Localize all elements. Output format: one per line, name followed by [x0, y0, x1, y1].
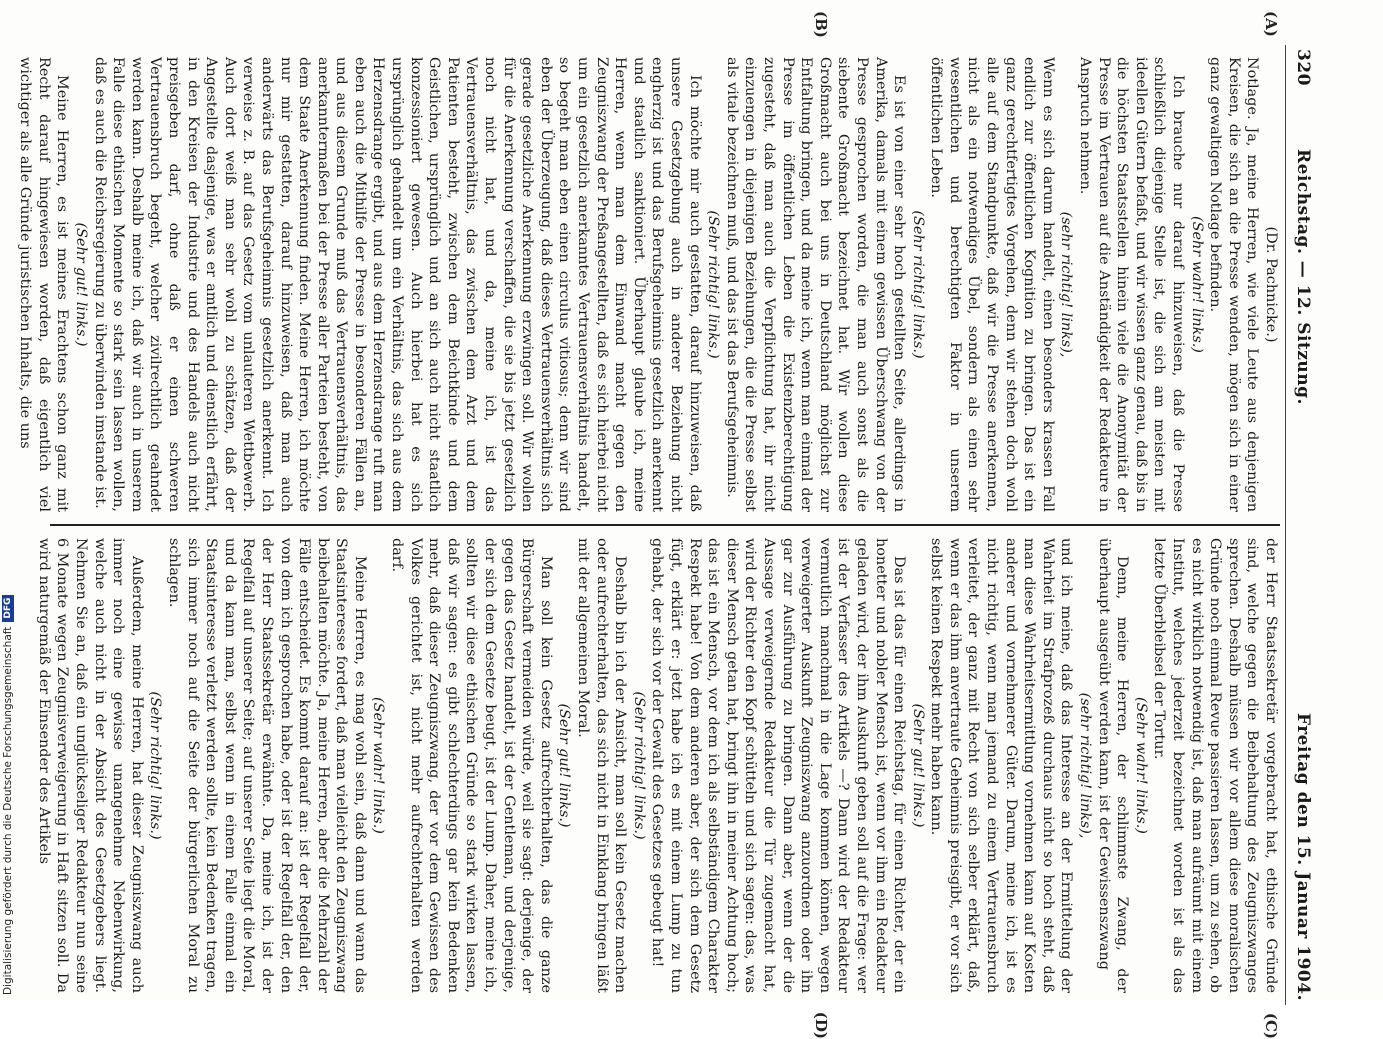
paragraph: Ich möchte mir auch gestatten, darauf hinzuweisen, daß unsere Gesetzgebung auch in anderer Beziehung nicht engherzig ist und das Berufsgeheimnis gesetzlich anerkennt und staatlich sanktioniert. Überhaupt glaube ich, meine Herren, wenn man dem Einwand macht gegen den Zeugniszwang der Preßangestellten, daß es sich hierbei nicht um ein gesetzlich anerkanntes Vertrauensverhältnis handelt, so begeht man eben einen circulus vitiosus; denn wir sind eben der Überzeugung, daß dieses Vertrauensverhältnis sich gerade gesetzliche Anerkennung erzwingen soll. Wir wollen für die Anerkennung verschaffen, die sie bis jetzt gesetzlich noch nicht hat, und da, meine ich, ist das Vertrauensverhältnis, das zwischen dem Arzt und dem Patienten besteht, zwischen dem Beichtkinde und dem Geistlichen, ursprünglich und an sich auch nicht staatlich konzessioniert gewesen. Auch hierbei hat es sich ursprünglich gehandelt um ein Verhältnis, das sich aus dem Herzensdrange ergibt, und aus dem Herzensdrange ruft man eben auch die Mithilfe der Presse in besonderen Fällen an, und aus diesem Grunde muß das Vertrauensverhältnis, das anerkanntermaßen bei der Presse aller Parteien besteht, von dem Staate Anerkennung finden. Meine Herren, ich möchte nur mir gestatten, darauf hinzuweisen, daß man auch anderwärts das Berufsgeheimnis gesetzlich anerkennt. Ich verweise z. B. auf das Gesetz vom unlauteren Wettbewerb. Auch dort weiß man sehr wohl zu schätzen, daß der Angestellte dasjenige, was er amtlich und dienstlich erfährt, in den Kreisen der Industrie und des Handels auch nicht preisgeben darf, ohne daß er einen schweren Vertrauensbruch begeht, welcher zivilrechtlich geahndet werden kann. Deshalb meine ich, daß wir auch in unserem Falle diese ethischen Momente so stark sein lassen wollen, daß es auch die Reichsregierung zu überwinden imstande ist.: [91, 57, 703, 512]
paragraph: Meine Herren, es ist meines Erachtens schon ganz mit Recht darauf hingewiesen worden, daß eigentlich viel wichtiger als alle Gründe juristischen Inhalts, die uns: [17, 57, 71, 512]
interjection: (Sehr wahr! links.): [1188, 216, 1205, 353]
credit-text: Digitalisierung gefördert durch die Deutsche Forschungsgemeinschaft: [2, 626, 14, 995]
digitization-credit: [2, 595, 14, 995]
rotated-page-content: [17, 11, 1320, 1039]
paragraph: und ich meine, daß das Interesse an der Ermittelung der Wahrheit im Strafprozeß durchaus nicht so hoch steht, daß man diese Wahrheitsermittlung vornehmen kann auf Kosten anderer und vornehmerer Güter. Darum, meine ich, ist es nicht richtig, wenn man jemand zu einem Vertrauensbruch verleitet, der ganz mit Recht von sich selber erklärt, daß, wenn er das ihm anvertraute Geheimnis preisgibt, er vor sich selbst keinen Respekt mehr haben kann.: [928, 538, 1075, 993]
page-date: Freitag den 15. Januar 1904.: [1293, 712, 1313, 1001]
interjection: (Sehr richtig! links.): [705, 210, 722, 359]
dfg-logo: DFG: [2, 595, 14, 622]
margin-marker-b: (B): [812, 11, 830, 38]
paragraph: Man soll kein Gesetz aufrechterhalten, das die ganze Bürgerschaft vermeiden würde, weil sie sagt: derjenige, der gegen das Gesetz handelt, ist der Gentleman, und derjenige, der sich dem Gesetze beugt, ist der Lump. Daher, meine ich, sollten wir diese ethischen Gründe so stark wirken lassen, daß wir sagen: es gibt schlechterdings gar kein Bedenken mehr, daß dieser Zeugniszwang, der vor dem Gewissen des Volkes gerichtet ist, nicht mehr aufrechterhalten werden darf.: [389, 538, 554, 993]
margin-marker-a: (A): [1262, 11, 1280, 37]
interjection: (Sehr gut! links.): [556, 703, 573, 828]
interjection: (Sehr richtig! links.): [630, 691, 647, 840]
interjection: (Sehr wahr! links.): [1132, 697, 1149, 834]
right-column: [35, 526, 1280, 1039]
interjection: (Sehr gut! links.): [73, 222, 89, 347]
page-number: 320: [1293, 49, 1313, 86]
paragraph: Deshalb bin ich der Ansicht, man soll kein Gesetz machen oder aufrechterhalten, das sich nicht in Einklang bringen läßt mit der allgemeinen Moral.: [575, 538, 629, 993]
interjection: (Sehr gut! links.): [909, 703, 926, 828]
interjection: (Sehr richtig! links.): [147, 691, 164, 840]
page-header: [1285, 45, 1320, 1005]
page-title: Reichstag. — 12. Sitzung.: [1293, 149, 1313, 405]
paragraph: Es ist von einer sehr hoch gestellten Seite, allerdings in Amerika, damals mit einem gewissen Überschwang von der Presse gesprochen worden, die man auch sonst als die siebente Großmacht bezeichnet hat. Wir wollen diese Großmacht auch bei uns in Deutschland möglichst zur Entfaltung bringen, und da meine ich, wenn man einmal der Presse im öffentlichen Leben die Existenzberechtigung zugesteht, daß man auch die Verpflichtung hat, ihr nicht einzuengen in diejenigen Beziehungen, die die Presse selbst als vitale bezeichnen muß, und das ist das Berufsgeheimnis.: [723, 57, 908, 512]
text-columns: [17, 11, 1280, 1039]
paragraph: Außerdem, meine Herren, hat dieser Zeugniszwang auch immer noch eine gewisse unangenehme Nebenwirkung, welche auch nicht in der Absicht des Gesetzgebers liegt. Nehmen Sie an, daß ein unglückseliger Redakteur nun seine 6 Monate wegen Zeugnisverweigerung in Haft sitzen soll. Da wird naturgemäß der Einsender des Artikels: [35, 538, 145, 993]
interjection: (sehr richtig! links),: [1077, 692, 1094, 839]
paragraph: Das ist das für einen Reichstag, für einen Richter, der ein honetter und nobler Mensch ist, wenn vor ihm ein Redakteur geladen wird, der ihm Auskunft geben soll auf die Frage: wer ist der Verfasser des Artikels —? Dann wird der Redakteur vermutlich manchmal in die Lage kommen können, wegen verweigerter Auskunft Zeugniszwang anzuordnen oder ihn gar zur Ausführung zu bringen. Dann aber, wenn der die Aussage verweigernde Redakteur die Tür zugemacht hat, wird der Richter den Kopf schütteln und sich sagen: das, was dieser Mensch getan hat, bringt ihn in meiner Achtung hoch; das ist ein Mensch, vor dem ich als selbständigem Charakter Respekt habe! Von dem anderen aber, der sich dem Gesetz fügt, erklärt er: jetzt habe ich es mit einem Lump zu tun gehabt, der sich vor der Gewalt des Gesetzes gebeugt hat!: [649, 538, 908, 993]
interjection: (Sehr wahr! links.): [370, 697, 387, 834]
interjection: (sehr richtig! links),: [1058, 211, 1075, 358]
paragraph: Notlage. Ja, meine Herren, wie viele Leute aus denjenigen Kreisen, die sich an die Presse wenden, mögen sich in einer ganz gewaltigen Notlage befinden.: [1207, 57, 1261, 512]
paragraph: Denn, meine Herren, der schlimmste Zwang, der überhaupt ausgeübt werden kann, ist der Gewissenszwang: [1095, 538, 1131, 993]
margin-marker-d: (D): [812, 1011, 830, 1039]
speaker-label: (Dr. Pachnicke.): [1263, 226, 1279, 343]
paragraph: Meine Herren, es mag wohl sein, daß dann und wann das Staatsinteresse fordert, daß man vielleicht den Zeugniszwang beibehalten möchte. Ja, meine Herren, aber die Mehrzahl der Fälle entscheidet. Es kommt darauf an: ist der Regelfall der, von dem ich gesprochen habe, oder ist der Regelfall der, den der Herr Staatssekretär erwähnte. Da, meine ich, ist der Regelfall auf unserer Seite; auf unserer Seite liegt die Moral, und da kann man, selbst wenn in einem Falle einmal ein Staatsinteresse verletzt werden sollte, kein Bedenken tragen, sich immer noch auf die Seite der bürgerlichen Moral zu schlagen.: [165, 538, 368, 993]
left-column: [17, 11, 1280, 526]
paragraph: Wenn es sich darum handelt, einen besonders krassen Fall endlich zur öffentlichen Kognition zu bringen. Das ist ein ganz gerechtfertigtes Vorgehen, denn wir stehen doch wohl alle auf dem Standpunkte, daß wir die Presse anerkennen, nicht als ein notwendiges Übel, sondern als einen sehr wesentlichen und berechtigten Faktor in unserem öffentlichen Leben.: [928, 57, 1056, 512]
paragraph: Ich brauche nur darauf hinzuweisen, daß die Presse schließlich diejenige Stelle ist, die sich am meisten mit ideellen Gütern befaßt, und wir wissen ganz genau, daß bis in die höchsten Staatsstellen hinein viele die Anonymität der Presse im Vertrauen auf die Anständigkeit der Redakteure in Anspruch nehmen.: [1077, 57, 1187, 512]
paragraph: der Herr Staatssekretär vorgebracht hat, ethische Gründe sind, welche gegen die Beibehaltung des Zeugniszwanges sprechen. Deshalb müssen wir vor allem diese moralischen Gründe noch einmal Revue passieren lassen, um zu sehen, ob es nicht wirklich notwendig ist, daß man aufräumt mit einem Institut, welches jederzeit bezeichnet worden ist als das letzte Überbleibsel der Tortur.: [1151, 538, 1279, 993]
interjection: (Sehr richtig! links.): [909, 210, 926, 359]
margin-marker-c: (C): [1262, 1012, 1280, 1039]
